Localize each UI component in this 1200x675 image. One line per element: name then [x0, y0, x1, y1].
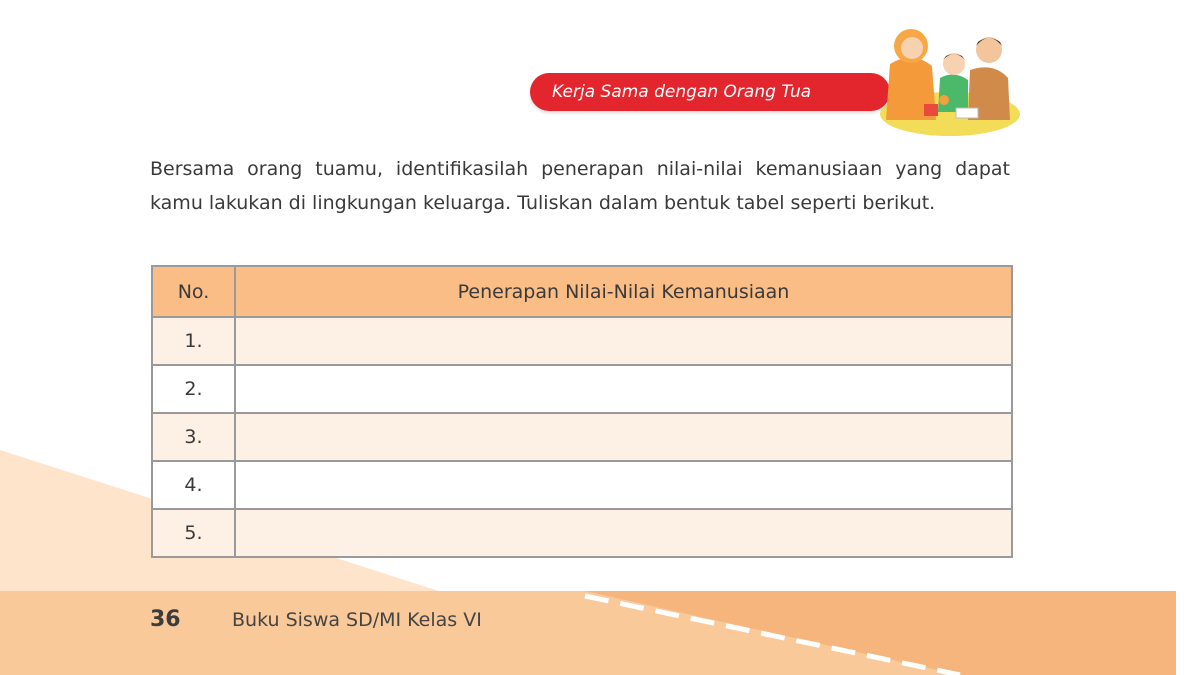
banner-label: Kerja Sama dengan Orang Tua [552, 82, 812, 102]
table-row [152, 509, 1012, 557]
row-answer-cell [235, 413, 1012, 461]
table-row [152, 317, 1012, 365]
row-number: 4. [152, 461, 235, 509]
table-row [152, 461, 1012, 509]
instruction-text: Bersama orang tuamu, identifikasilah penerapan nilai-nilai kemanusiaan yang dapat kamu lakukan di lingkungan keluarga. Tuliskan dalam bentuk tabel seperti berikut. [150, 158, 1010, 214]
row-number: 3. [152, 413, 235, 461]
table-row [152, 413, 1012, 461]
row-answer-cell [235, 509, 1012, 557]
table-header-row [152, 266, 1012, 317]
family-illustration [872, 20, 1022, 138]
row-number: 5. [152, 509, 235, 557]
header-number: No. [152, 266, 235, 317]
page-number: 36 [150, 607, 181, 632]
row-number: 2. [152, 365, 235, 413]
worksheet-table [151, 265, 1013, 558]
row-number: 1. [152, 317, 235, 365]
row-answer-cell [235, 461, 1012, 509]
section-banner [530, 73, 890, 111]
table-row [152, 365, 1012, 413]
row-answer-cell [235, 365, 1012, 413]
row-answer-cell [235, 317, 1012, 365]
book-title: Buku Siswa SD/MI Kelas VI [232, 609, 482, 631]
header-humanity-values: Penerapan Nilai-Nilai Kemanusiaan [235, 266, 1012, 317]
